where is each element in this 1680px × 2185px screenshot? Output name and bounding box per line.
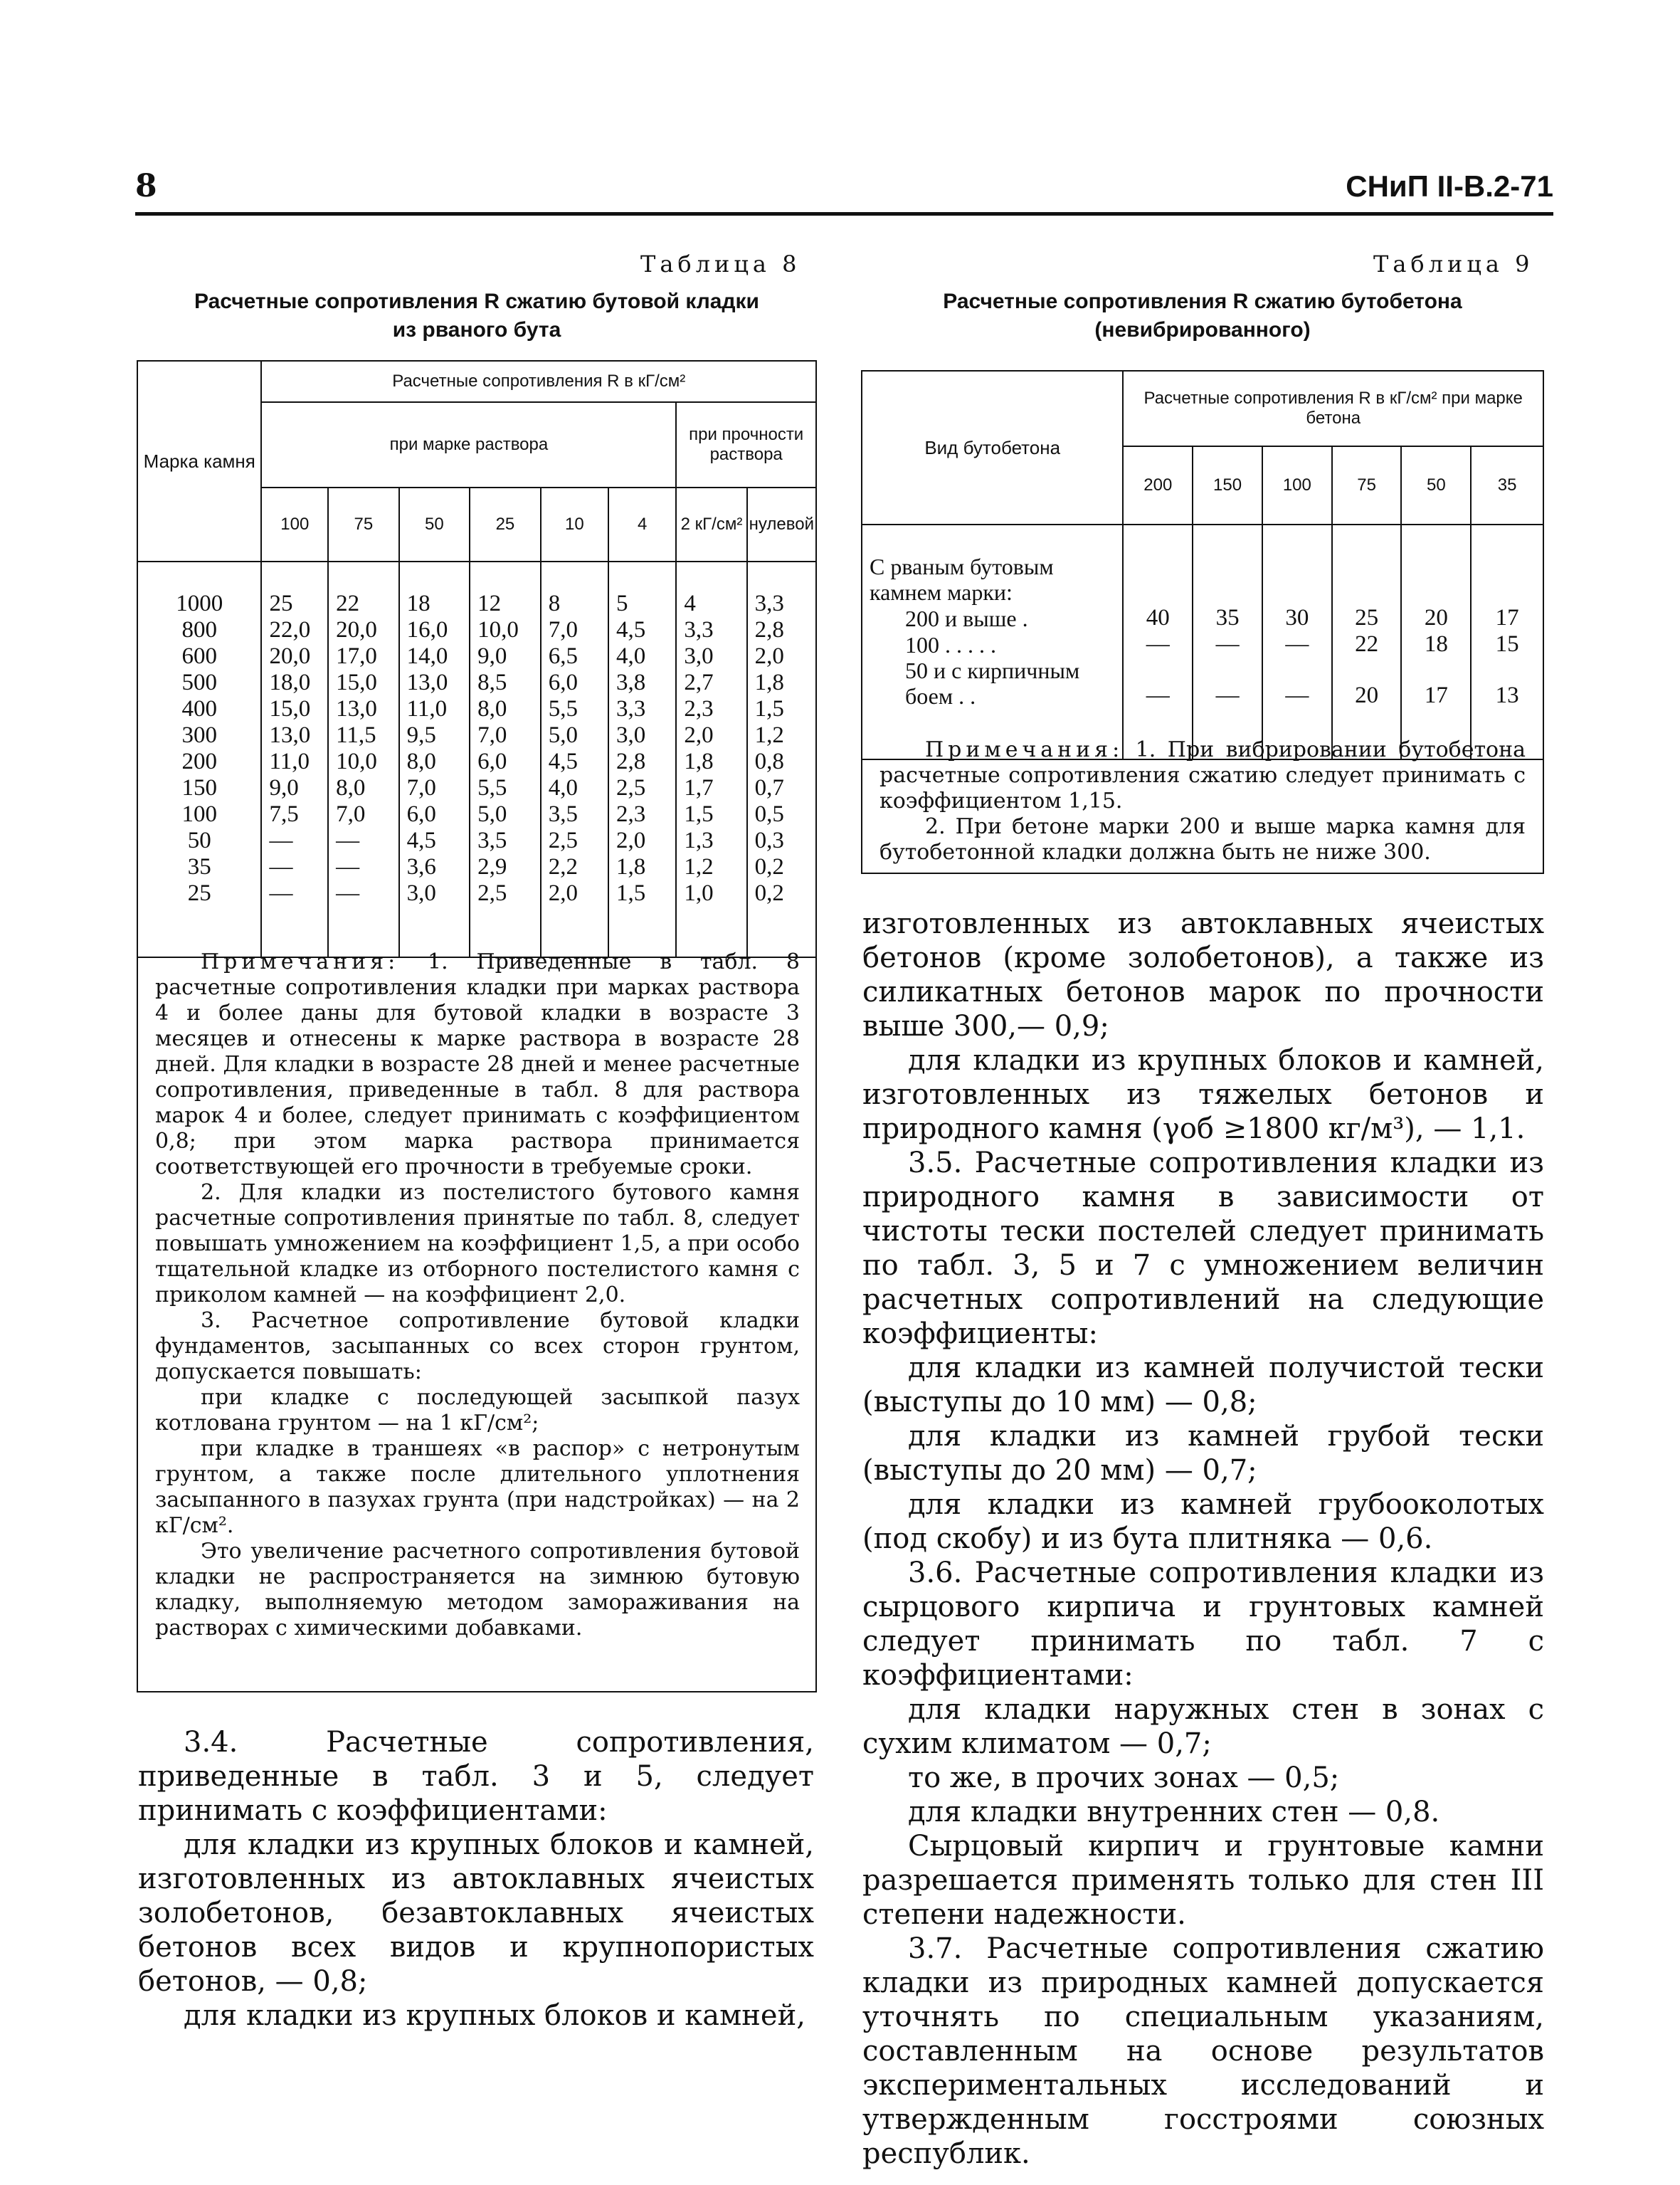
table8-cell: 6,5 xyxy=(541,643,608,670)
table-row xyxy=(137,749,816,775)
table8-cell: 3,3 xyxy=(676,617,746,643)
table8-cell: 2,8 xyxy=(608,749,676,775)
table8-cell: 1,8 xyxy=(608,854,676,880)
table8-cell: 2,9 xyxy=(470,854,541,880)
table8-cell: 18,0 xyxy=(261,670,328,696)
table8-stone-grade: 500 xyxy=(137,670,261,696)
table8-cell: 0,7 xyxy=(747,775,816,801)
right-paragraph-dry-climate: для кладки наружных стен в зонах с сухим климатом — 0,7; xyxy=(862,1693,1544,1760)
table8 xyxy=(137,360,817,958)
right-paragraph-coef-07: для кладки из камней грубой тески (выступы до 20 мм) — 0,7; xyxy=(862,1420,1544,1487)
right-paragraph-coef-11: для кладки из крупных блоков и камней, изготовленных из тяжелых бетонов и природного камня (γоб ≥1800 кг/м³), — 1,1. xyxy=(862,1044,1544,1145)
table9-cell: 20 xyxy=(1332,658,1402,759)
table8-cell: — xyxy=(261,880,328,957)
table8-cell: 2,5 xyxy=(541,828,608,854)
table8-cell: 10,0 xyxy=(470,617,541,643)
table8-cell: 15,0 xyxy=(328,670,399,696)
table-row xyxy=(137,643,816,670)
table9-grade-header: 150 xyxy=(1193,446,1262,525)
table8-cell: 6,0 xyxy=(541,670,608,696)
table8-notes-left-border xyxy=(137,949,138,1692)
table8-caption: Таблица 8 xyxy=(640,251,801,278)
table9-empty-cell xyxy=(1471,525,1543,605)
table-row xyxy=(137,696,816,722)
table8-cell: 7,5 xyxy=(261,801,328,828)
table9-grade-header: 75 xyxy=(1332,446,1402,525)
table8-cell: — xyxy=(261,828,328,854)
table9-grade-header: 50 xyxy=(1401,446,1471,525)
table8-subheader: 50 xyxy=(399,488,470,562)
table9-empty-cell xyxy=(1123,525,1193,605)
table8-cell: 9,0 xyxy=(261,775,328,801)
table8-header-mortar-strength: при прочности раствора xyxy=(676,402,816,488)
table8-cell: 4,5 xyxy=(608,617,676,643)
table9 xyxy=(861,370,1544,760)
table8-cell: 2,0 xyxy=(747,643,816,670)
table8-cell: 14,0 xyxy=(399,643,470,670)
table8-cell: 5,0 xyxy=(541,722,608,749)
left-paragraph-3-4: 3.4. Расчетные сопротивления, приведенные в табл. 3 и 5, следует принимать с коэффициентами: xyxy=(138,1726,814,1827)
table8-header-mortar-grade: при марке раствора xyxy=(261,402,676,488)
table8-cell: 3,6 xyxy=(399,854,470,880)
table9-caption: Таблица 9 xyxy=(1373,251,1534,278)
table9-title-line1: Расчетные сопротивления R сжатию бутобетона xyxy=(943,290,1462,313)
table8-cell: 1,5 xyxy=(747,696,816,722)
table8-cell: 8,5 xyxy=(470,670,541,696)
table8-notes-right-border xyxy=(815,949,817,1692)
table8-cell: 6,0 xyxy=(470,749,541,775)
table8-stone-grade: 25 xyxy=(137,880,261,957)
table8-cell: 7,0 xyxy=(399,775,470,801)
table8-cell: 11,0 xyxy=(261,749,328,775)
table8-subheader: 4 xyxy=(608,488,676,562)
table8-cell: 0,2 xyxy=(747,880,816,957)
table8-cell: 10,0 xyxy=(328,749,399,775)
table9-title xyxy=(854,288,1551,344)
table9-notes-left-border xyxy=(861,737,862,874)
table8-cell: 17,0 xyxy=(328,643,399,670)
table8-cell: 20,0 xyxy=(328,617,399,643)
table8-stone-grade: 300 xyxy=(137,722,261,749)
table8-cell: 5,5 xyxy=(470,775,541,801)
table8-stone-grade: 150 xyxy=(137,775,261,801)
header-rule xyxy=(135,212,1553,216)
table8-cell: 4,5 xyxy=(541,749,608,775)
table8-title xyxy=(135,288,818,344)
table8-cell: 1,5 xyxy=(676,801,746,828)
right-body-text xyxy=(862,907,1544,2171)
table8-note-3c: Это увеличение расчетного сопротивления бутовой кладки не распространяется на зимнюю бутовую кладку, выполняемую методом замораживания на растворах с химическими добавками. xyxy=(155,1539,800,1641)
table8-cell: 1,3 xyxy=(676,828,746,854)
table9-cell: 17 xyxy=(1471,605,1543,631)
table8-cell: 3,3 xyxy=(608,696,676,722)
table9-empty-cell xyxy=(1262,525,1332,605)
table8-cell: 9,5 xyxy=(399,722,470,749)
right-paragraph-other-zones: то же, в прочих зонах — 0,5; xyxy=(908,1762,1340,1794)
table8-stone-grade: 1000 xyxy=(137,562,261,617)
table8-cell: 5,0 xyxy=(470,801,541,828)
table8-cell: 13,0 xyxy=(261,722,328,749)
table8-cell: 16,0 xyxy=(399,617,470,643)
right-paragraph-coef-08: для кладки из камней получистой тески (выступы до 10 мм) — 0,8; xyxy=(862,1352,1544,1418)
table8-cell: 3,0 xyxy=(608,722,676,749)
table8-header-stone: Марка камня xyxy=(137,361,261,562)
table8-cell: 2,8 xyxy=(747,617,816,643)
table8-cell: 3,0 xyxy=(399,880,470,957)
table8-cell: 11,0 xyxy=(399,696,470,722)
table8-cell: 22,0 xyxy=(261,617,328,643)
right-paragraph-3-7: 3.7. Расчетные сопротивления сжатию кладки из природных камней допускается уточнять по специальным указаниям, составленным на основе результатов экспериментальных исследований и утвержденным госстроями союзных республик. xyxy=(862,1932,1544,2170)
table8-cell: 8,0 xyxy=(328,775,399,801)
table8-cell: 7,0 xyxy=(541,617,608,643)
table8-cell: 3,5 xyxy=(470,828,541,854)
right-paragraph-cont: изготовленных из автоклавных ячеистых бетонов (кроме золобетонов), а также из силикатных бетонов марок по прочности выше 300,— 0,9; xyxy=(862,907,1544,1043)
table8-cell: 7,0 xyxy=(470,722,541,749)
table8-notes-label: Примечания: xyxy=(201,949,400,974)
table8-cell: 8,0 xyxy=(399,749,470,775)
table-row xyxy=(137,854,816,880)
table9-kind: 50 и с кирпичным боем . . xyxy=(862,658,1123,759)
table8-cell: 8 xyxy=(541,562,608,617)
table8-stone-grade: 400 xyxy=(137,696,261,722)
table8-stone-grade: 800 xyxy=(137,617,261,643)
table8-cell: 18 xyxy=(399,562,470,617)
table9-empty-cell xyxy=(1401,525,1471,605)
table-row xyxy=(137,670,816,696)
right-paragraph-adobe: Сырцовый кирпич и грунтовые камни разрешается применять только для стен III степени надежности. xyxy=(862,1830,1544,1931)
table8-cell: 4,5 xyxy=(399,828,470,854)
table9-notes-right-border xyxy=(1543,737,1544,874)
table8-notes xyxy=(155,949,800,1641)
table9-cell: 22 xyxy=(1332,631,1402,658)
table9-title-line2: (невибрированного) xyxy=(1094,318,1311,342)
table8-cell: 9,0 xyxy=(470,643,541,670)
table8-note-3: 3. Расчетное сопротивление бутовой кладки фундаментов, засыпанных со всех сторон грунтом, допускается повышать: xyxy=(155,1308,800,1384)
table9-notes-label: Примечания: xyxy=(925,737,1124,762)
table8-stone-grade: 600 xyxy=(137,643,261,670)
table8-cell: 4,0 xyxy=(541,775,608,801)
table8-cell: 3,3 xyxy=(747,562,816,617)
table8-cell: 11,5 xyxy=(328,722,399,749)
table9-header-kind: Вид бутобетона xyxy=(862,371,1123,525)
table-row xyxy=(137,828,816,854)
table8-cell: 0,8 xyxy=(747,749,816,775)
table-row xyxy=(137,562,816,617)
table8-cell: 12 xyxy=(470,562,541,617)
table8-cell: 1,8 xyxy=(747,670,816,696)
table9-empty-cell xyxy=(1332,525,1402,605)
table-row xyxy=(137,880,816,957)
table9-kind: 100 . . . . . xyxy=(862,631,1123,658)
table8-cell: 1,2 xyxy=(676,854,746,880)
table8-subheader: нулевой xyxy=(747,488,816,562)
table8-header-resist: Расчетные сопротивления R в кГ/см² xyxy=(261,361,816,402)
table9-grade-header: 200 xyxy=(1123,446,1193,525)
table9-cell: — xyxy=(1123,658,1193,759)
table8-cell: 2,7 xyxy=(676,670,746,696)
table8-subheader: 10 xyxy=(541,488,608,562)
table8-cell: 2,0 xyxy=(541,880,608,957)
table-row xyxy=(137,617,816,643)
table-row xyxy=(137,775,816,801)
table8-title-line1: Расчетные сопротивления R сжатию бутовой кладки xyxy=(194,290,759,313)
table-row xyxy=(862,525,1543,605)
table8-cell: 13,0 xyxy=(328,696,399,722)
table9-header-resist: Расчетные сопротивления R в кГ/см² при марке бетона xyxy=(1123,371,1543,446)
table9-cell: 20 xyxy=(1401,605,1471,631)
table9-cell: 35 xyxy=(1193,605,1262,631)
table9-cell: — xyxy=(1123,631,1193,658)
table8-subheader: 2 кГ/см² xyxy=(676,488,746,562)
table9-grade-header: 35 xyxy=(1471,446,1543,525)
table9-group-label: С рваным бутовым камнем марки: xyxy=(862,525,1123,605)
table8-cell: 1,8 xyxy=(676,749,746,775)
table8-cell: — xyxy=(328,854,399,880)
table8-stone-grade: 100 xyxy=(137,801,261,828)
page-number: 8 xyxy=(135,168,157,204)
table8-title-line2: из рваного бута xyxy=(392,318,561,342)
table8-subheader: 75 xyxy=(328,488,399,562)
table8-cell: — xyxy=(261,854,328,880)
table9-notes xyxy=(879,737,1526,865)
table8-cell: 2,0 xyxy=(608,828,676,854)
table9-cell: 40 xyxy=(1123,605,1193,631)
table8-cell: — xyxy=(328,828,399,854)
table8-cell: 5 xyxy=(608,562,676,617)
table8-subheader: 25 xyxy=(470,488,541,562)
table8-cell: 3,8 xyxy=(608,670,676,696)
table8-cell: 3,0 xyxy=(676,643,746,670)
table-row xyxy=(137,722,816,749)
table9-cell: — xyxy=(1262,631,1332,658)
table8-cell: 3,5 xyxy=(541,801,608,828)
table-row xyxy=(862,605,1543,631)
table8-cell: 4 xyxy=(676,562,746,617)
table9-kind: 200 и выше . xyxy=(862,605,1123,631)
left-body-text xyxy=(138,1725,814,2033)
table8-cell: 2,2 xyxy=(541,854,608,880)
table9-cell: — xyxy=(1193,631,1262,658)
table8-cell: 2,3 xyxy=(608,801,676,828)
table8-cell: 2,0 xyxy=(676,722,746,749)
table8-cell: 6,0 xyxy=(399,801,470,828)
table8-cell: 0,2 xyxy=(747,854,816,880)
table8-cell: 22 xyxy=(328,562,399,617)
table8-cell: 5,5 xyxy=(541,696,608,722)
table8-cell: 25 xyxy=(261,562,328,617)
table8-cell: 1,0 xyxy=(676,880,746,957)
left-paragraph-coef-08: для кладки из крупных блоков и камней, изготовленных из автоклавных ячеистых золобетонов, безавтоклавных ячеистых бетонов всех видов и крупнопористых бетонов, — 0,8; xyxy=(138,1828,814,1998)
table-row xyxy=(862,631,1543,658)
table9-notes-bottom-border xyxy=(861,873,1544,874)
table8-cell: 1,2 xyxy=(747,722,816,749)
table8-cell: 20,0 xyxy=(261,643,328,670)
table8-note-3a: при кладке с последующей засыпкой пазух котлована грунтом — на 1 кГ/см²; xyxy=(155,1385,800,1436)
table9-cell: 25 xyxy=(1332,605,1402,631)
table8-cell: — xyxy=(328,880,399,957)
table8-cell: 4,0 xyxy=(608,643,676,670)
table9-empty-cell xyxy=(1193,525,1262,605)
table9-cell: 17 xyxy=(1401,658,1471,759)
table9-cell: — xyxy=(1193,658,1262,759)
table8-cell: 1,5 xyxy=(608,880,676,957)
table8-stone-grade: 35 xyxy=(137,854,261,880)
table8-cell: 7,0 xyxy=(328,801,399,828)
table9-cell: — xyxy=(1262,658,1332,759)
table8-cell: 2,5 xyxy=(608,775,676,801)
table8-notes-bottom-border xyxy=(137,1691,817,1692)
table8-stone-grade: 50 xyxy=(137,828,261,854)
table8-subheader: 100 xyxy=(261,488,328,562)
document-code: СНиП II-В.2-71 xyxy=(1346,169,1553,203)
table8-cell: 2,3 xyxy=(676,696,746,722)
table9-cell: 18 xyxy=(1401,631,1471,658)
table9-note-2: 2. При бетоне марки 200 и выше марка камня для бутобетонной кладки должна быть не ниже 300. xyxy=(879,814,1526,865)
right-paragraph-3-6: 3.6. Расчетные сопротивления кладки из сырцового кирпича и грунтовых камней следует принимать по табл. 7 с коэффициентами: xyxy=(862,1557,1544,1692)
table8-stone-grade: 200 xyxy=(137,749,261,775)
table8-cell: 0,3 xyxy=(747,828,816,854)
table8-cell: 0,5 xyxy=(747,801,816,828)
table8-cell: 15,0 xyxy=(261,696,328,722)
table9-cell: 15 xyxy=(1471,631,1543,658)
right-paragraph-coef-06: для кладки из камней грубооколотых (под скобу) и из бута плитняка — 0,6. xyxy=(862,1488,1544,1555)
table8-cell: 2,5 xyxy=(470,880,541,957)
table8-cell: 8,0 xyxy=(470,696,541,722)
table9-grade-header: 100 xyxy=(1262,446,1332,525)
table8-note-3b: при кладке в траншеях «в распор» с нетронутым грунтом, а также после длительного уплотнения засыпанного в пазухах грунта (при надстройках) — на 2 кГ/см². xyxy=(155,1436,800,1538)
table8-note-2: 2. Для кладки из постелистого бутового камня расчетные сопротивления принятые по табл. 8, следует повышать умножением на коэффициент 1,5, а при особо тщательной кладке из отборного постелистого камня с приколом камней — на коэффициент 2,0. xyxy=(155,1180,800,1307)
table8-cell: 13,0 xyxy=(399,670,470,696)
right-paragraph-inner-walls: для кладки внутренних стен — 0,8. xyxy=(908,1796,1440,1828)
left-paragraph-continued: для кладки из крупных блоков и камней, xyxy=(184,1999,805,2032)
table9-note-1: 1. При вибрировании бутобетона расчетные сопротивления сжатию следует принимать с коэффициентом 1,15. xyxy=(879,737,1526,814)
table8-cell: 1,7 xyxy=(676,775,746,801)
table9-cell: 30 xyxy=(1262,605,1332,631)
table-row xyxy=(137,801,816,828)
table9-cell: 13 xyxy=(1471,658,1543,759)
right-paragraph-3-5: 3.5. Расчетные сопротивления кладки из природного камня в зависимости от чистоты тески постелей следует принимать по табл. 3, 5 и 7 с умножением величин расчетных сопротивлений на следующие коэффициенты: xyxy=(862,1147,1544,1350)
table8-note-1: 1. Приведенные в табл. 8 расчетные сопротивления кладки при марках раствора 4 и более даны для бутовой кладки в возрасте 3 месяцев и отнесены к марке раствора в возрасте 28 дней. Для кладки в возрасте 28 дней и менее расчетные сопротивления, приведенные в табл. 8 для раствора марок 4 и более, следует принимать с коэффициентом 0,8; при этом марка раствора принимается соответствующей его прочности в требуемые сроки. xyxy=(155,949,800,1179)
